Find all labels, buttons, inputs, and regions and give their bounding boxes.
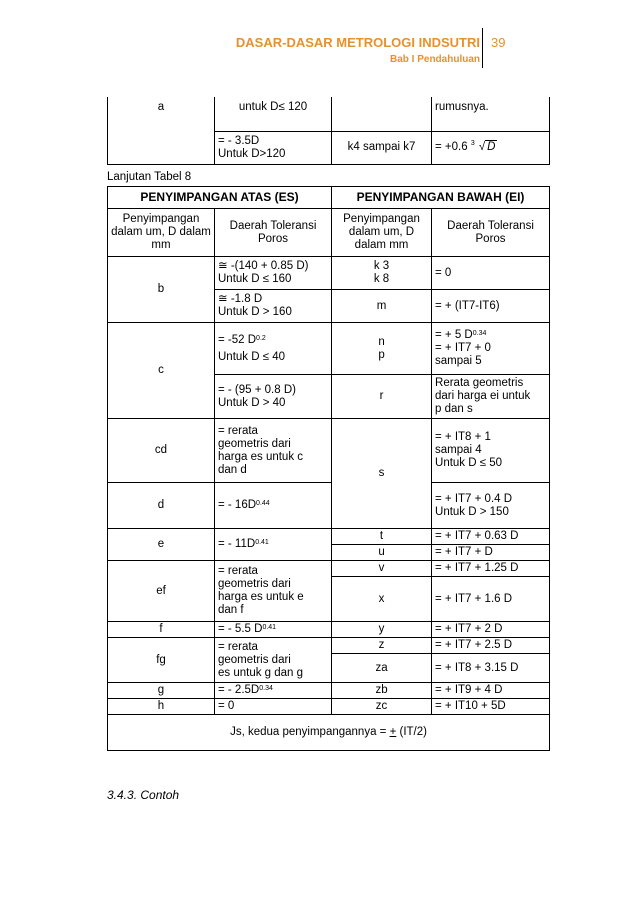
symbol-cell xyxy=(332,654,432,683)
formula-cell xyxy=(432,483,550,529)
formula-line: Rerata geometris xyxy=(435,377,524,389)
symbol-x: x xyxy=(378,592,385,605)
formula-line: ≅ -(140 + 0.85 D) xyxy=(218,260,309,272)
formula-exponent: 0.2 xyxy=(256,334,266,342)
symbol-cell xyxy=(332,323,432,375)
symbol-b: b xyxy=(157,283,165,295)
formula-base: = - 11D xyxy=(218,538,256,550)
symbol-p: p xyxy=(378,348,385,361)
symbol-k8: k 8 xyxy=(373,273,390,285)
formula-line: = - 3.5D xyxy=(218,134,260,147)
symbol-u: u xyxy=(378,546,385,558)
formula-line: = rerata xyxy=(218,424,258,437)
formula-line: Untuk D > 40 xyxy=(218,396,286,409)
symbol-cell xyxy=(332,577,432,622)
symbol-h: h xyxy=(157,700,165,712)
symbol-cd: cd xyxy=(154,444,168,456)
formula-base: = - 5.5 D xyxy=(218,623,263,635)
symbol-cell xyxy=(108,699,215,715)
formula-cell xyxy=(432,257,550,290)
plus-minus-sign: + xyxy=(389,726,397,738)
radical-sign: √ xyxy=(478,141,486,153)
formula-line: Untuk D > 160 xyxy=(218,306,292,318)
table-footer-row xyxy=(108,715,550,751)
symbol-z: z xyxy=(378,639,385,651)
formula-text: = +0.6 xyxy=(435,141,468,153)
formula-line: dan f xyxy=(218,604,244,616)
symbol-c: c xyxy=(158,364,164,376)
symbol-cell xyxy=(332,561,432,577)
table-header-row xyxy=(108,187,550,209)
formula-base: = - 16D xyxy=(218,499,257,511)
formula-line: Untuk D ≤ 40 xyxy=(218,350,286,363)
formula-text: = 0 xyxy=(218,700,235,712)
formula-text: = + (IT7-IT6) xyxy=(435,299,500,312)
table-row xyxy=(108,257,550,290)
table-row xyxy=(108,419,550,483)
formula-base: = + 5 D xyxy=(435,329,473,341)
symbol-k3: k 3 xyxy=(373,260,390,272)
formula-line: = rerata xyxy=(218,565,258,577)
table-row xyxy=(108,529,550,545)
formula-line: geometris dari xyxy=(218,653,291,666)
symbol-cell xyxy=(108,419,215,483)
formula-cell xyxy=(215,699,332,715)
formula-cell xyxy=(215,561,332,622)
formula-line: = - (95 + 0.8 D) xyxy=(218,383,296,396)
formula-exponent: 0.41 xyxy=(255,539,269,546)
symbol-cell xyxy=(332,638,432,654)
symbol-zb: zb xyxy=(375,684,388,696)
symbol-fg: fg xyxy=(156,653,166,666)
symbol-cell xyxy=(332,290,432,323)
formula-text: = + IT7 + 2.5 D xyxy=(435,639,513,651)
subheader-deviation xyxy=(108,209,215,257)
formula-text: = + IT7 + D xyxy=(435,546,493,558)
formula-cell xyxy=(215,257,332,290)
symbol-cell xyxy=(332,257,432,290)
formula-line xyxy=(435,329,546,342)
formula-exponent: 0.34 xyxy=(259,685,273,692)
symbol-cell xyxy=(108,97,215,164)
top-table-fragment xyxy=(107,97,550,165)
formula-line: Untuk D ≤ 50 xyxy=(435,457,503,469)
formula-exponent: 0.34 xyxy=(472,330,487,337)
symbol-n: n xyxy=(378,335,385,348)
formula-cell xyxy=(215,419,332,483)
page-number: 39 xyxy=(491,35,506,50)
header-divider xyxy=(482,28,483,68)
running-header-subtitle: Bab I Pendahuluan xyxy=(389,54,480,65)
symbol-s: s xyxy=(378,467,385,479)
symbol-cell xyxy=(332,419,432,529)
symbol-za: za xyxy=(375,661,388,674)
formula-cell xyxy=(432,290,550,323)
formula-line: = + IT7 + 0.4 D xyxy=(435,492,513,505)
symbol-v: v xyxy=(378,562,385,574)
subheader-text: Penyimpangan dalam um, D dalam mm xyxy=(111,213,211,251)
formula-line: es untuk g dan g xyxy=(218,666,304,679)
formula-cell xyxy=(215,529,332,561)
subheader-text: Daerah Toleransi Poros xyxy=(447,219,534,245)
formula-cell xyxy=(432,97,550,131)
formula-text: rumusnya. xyxy=(435,101,489,113)
symbol-cell xyxy=(108,529,215,561)
js-formula-cell xyxy=(108,715,550,751)
formula-cell xyxy=(215,131,332,164)
formula-cell xyxy=(432,622,550,638)
formula-cell xyxy=(432,638,550,654)
root-index: 3 xyxy=(470,140,475,147)
formula-line: sampai 5 xyxy=(435,355,482,367)
table-row xyxy=(108,561,550,577)
table-row xyxy=(108,699,550,715)
symbol-y: y xyxy=(378,623,385,635)
symbol-g: g xyxy=(157,684,165,696)
formula-text: = + IT8 + 3.15 D xyxy=(435,661,519,674)
formula-line: geometris dari xyxy=(218,578,291,590)
header-text: PENYIMPANGAN ATAS (ES) xyxy=(140,190,299,204)
formula-line: geometris dari xyxy=(218,437,291,450)
subheader-zone xyxy=(432,209,550,257)
symbol-m: m xyxy=(376,299,387,312)
symbol-f: f xyxy=(159,623,163,635)
formula-line: dari harga ei untuk xyxy=(435,390,531,402)
formula-line: harga es untuk c xyxy=(218,450,304,463)
symbol-cell xyxy=(332,699,432,715)
table-row xyxy=(108,638,550,654)
table-row xyxy=(108,97,550,131)
header-text: PENYIMPANGAN BAWAH (EI) xyxy=(356,190,525,204)
range-cell xyxy=(332,131,432,164)
symbol-cell xyxy=(108,257,215,323)
range-text: k4 sampai k7 xyxy=(347,141,416,153)
symbol-d: d xyxy=(157,499,165,511)
symbol-cell xyxy=(108,483,215,529)
symbol-zc: zc xyxy=(375,700,388,712)
formula-line: sampai 4 xyxy=(435,444,482,456)
formula-line: Untuk D > 150 xyxy=(435,505,509,518)
symbol-cell xyxy=(108,323,215,419)
formula-cell xyxy=(432,545,550,561)
formula-cell xyxy=(432,577,550,622)
formula-base: = -52 D xyxy=(218,333,257,346)
symbol-cell xyxy=(332,622,432,638)
subheader-zone xyxy=(215,209,332,257)
symbol-e: e xyxy=(157,538,165,550)
symbol-cell xyxy=(332,683,432,699)
formula-text: = + IT9 + 4 D xyxy=(435,684,503,696)
table-row xyxy=(108,622,550,638)
formula-exponent: 0.44 xyxy=(256,500,270,507)
symbol-cell xyxy=(332,375,432,419)
formula-cell xyxy=(215,483,332,529)
formula-cell xyxy=(215,683,332,699)
table-caption: Lanjutan Tabel 8 xyxy=(107,171,192,183)
formula-cell xyxy=(432,529,550,545)
formula-cell xyxy=(215,622,332,638)
formula-cell xyxy=(432,654,550,683)
section-heading: 3.4.3. Contoh xyxy=(107,788,180,802)
formula-line: Untuk D>120 xyxy=(218,147,286,160)
subheader-text: Daerah Toleransi Poros xyxy=(229,219,317,245)
formula-text: (IT/2) xyxy=(396,726,427,738)
formula-line: ≅ -1.8 D xyxy=(218,293,263,305)
symbol-a: a xyxy=(157,101,165,113)
symbol-cell xyxy=(332,529,432,545)
formula-text: = + IT7 + 1.25 D xyxy=(435,562,519,574)
formula-text: untuk D≤ 120 xyxy=(238,101,308,113)
formula-cell xyxy=(432,131,550,164)
formula-base: = - 2.5D xyxy=(218,684,260,696)
symbol-cell xyxy=(108,622,215,638)
formula-line: = rerata xyxy=(218,640,258,653)
symbol-cell xyxy=(332,545,432,561)
header-upper-deviation xyxy=(108,187,332,209)
formula-line: = + IT8 + 1 xyxy=(435,431,491,443)
tolerance-table xyxy=(107,186,550,751)
formula-cell xyxy=(432,419,550,483)
formula-cell xyxy=(215,375,332,419)
symbol-ef: ef xyxy=(156,584,166,597)
formula-cell xyxy=(432,561,550,577)
formula-exponent: 0.41 xyxy=(262,624,277,631)
header-lower-deviation xyxy=(332,187,550,209)
radicand: D xyxy=(487,141,496,153)
formula-line: harga es untuk e xyxy=(218,591,304,603)
formula-cell xyxy=(432,323,550,375)
formula-text: = + IT7 + 0.63 D xyxy=(435,530,519,542)
formula-cell xyxy=(215,290,332,323)
table-row xyxy=(108,683,550,699)
formula-cell xyxy=(432,699,550,715)
symbol-cell xyxy=(108,638,215,683)
symbol-cell xyxy=(108,561,215,622)
cube-root-symbol xyxy=(471,141,498,154)
formula-cell xyxy=(215,638,332,683)
formula-cell xyxy=(215,323,332,375)
symbol-cell xyxy=(108,683,215,699)
formula-line: dan d xyxy=(218,463,247,476)
empty-cell xyxy=(332,97,432,131)
formula-cell xyxy=(432,683,550,699)
formula-cell xyxy=(432,375,550,419)
formula-line xyxy=(218,334,328,347)
formula-line: Untuk D ≤ 160 xyxy=(218,273,292,285)
formula-cell xyxy=(215,97,332,131)
symbol-r: r xyxy=(379,390,384,402)
running-header-title: DASAR-DASAR METROLOGI INDSUTRI xyxy=(235,35,480,50)
formula-text: Js, kedua penyimpangannya = xyxy=(230,726,390,738)
formula-text: = + IT7 + 1.6 D xyxy=(435,592,513,605)
formula-text: = + IT7 + 2 D xyxy=(435,623,503,635)
table-row xyxy=(108,323,550,375)
subheader-deviation xyxy=(332,209,432,257)
formula-text: = + IT10 + 5D xyxy=(435,700,506,712)
formula-text: = 0 xyxy=(435,266,452,279)
formula-line: = + IT7 + 0 xyxy=(435,342,491,354)
symbol-t: t xyxy=(379,530,384,542)
subheader-text: Penyimpangan dalam um, D dalam mm xyxy=(343,213,420,251)
table-row xyxy=(108,483,550,529)
table-subheader-row xyxy=(108,209,550,257)
formula-line: p dan s xyxy=(435,403,473,415)
